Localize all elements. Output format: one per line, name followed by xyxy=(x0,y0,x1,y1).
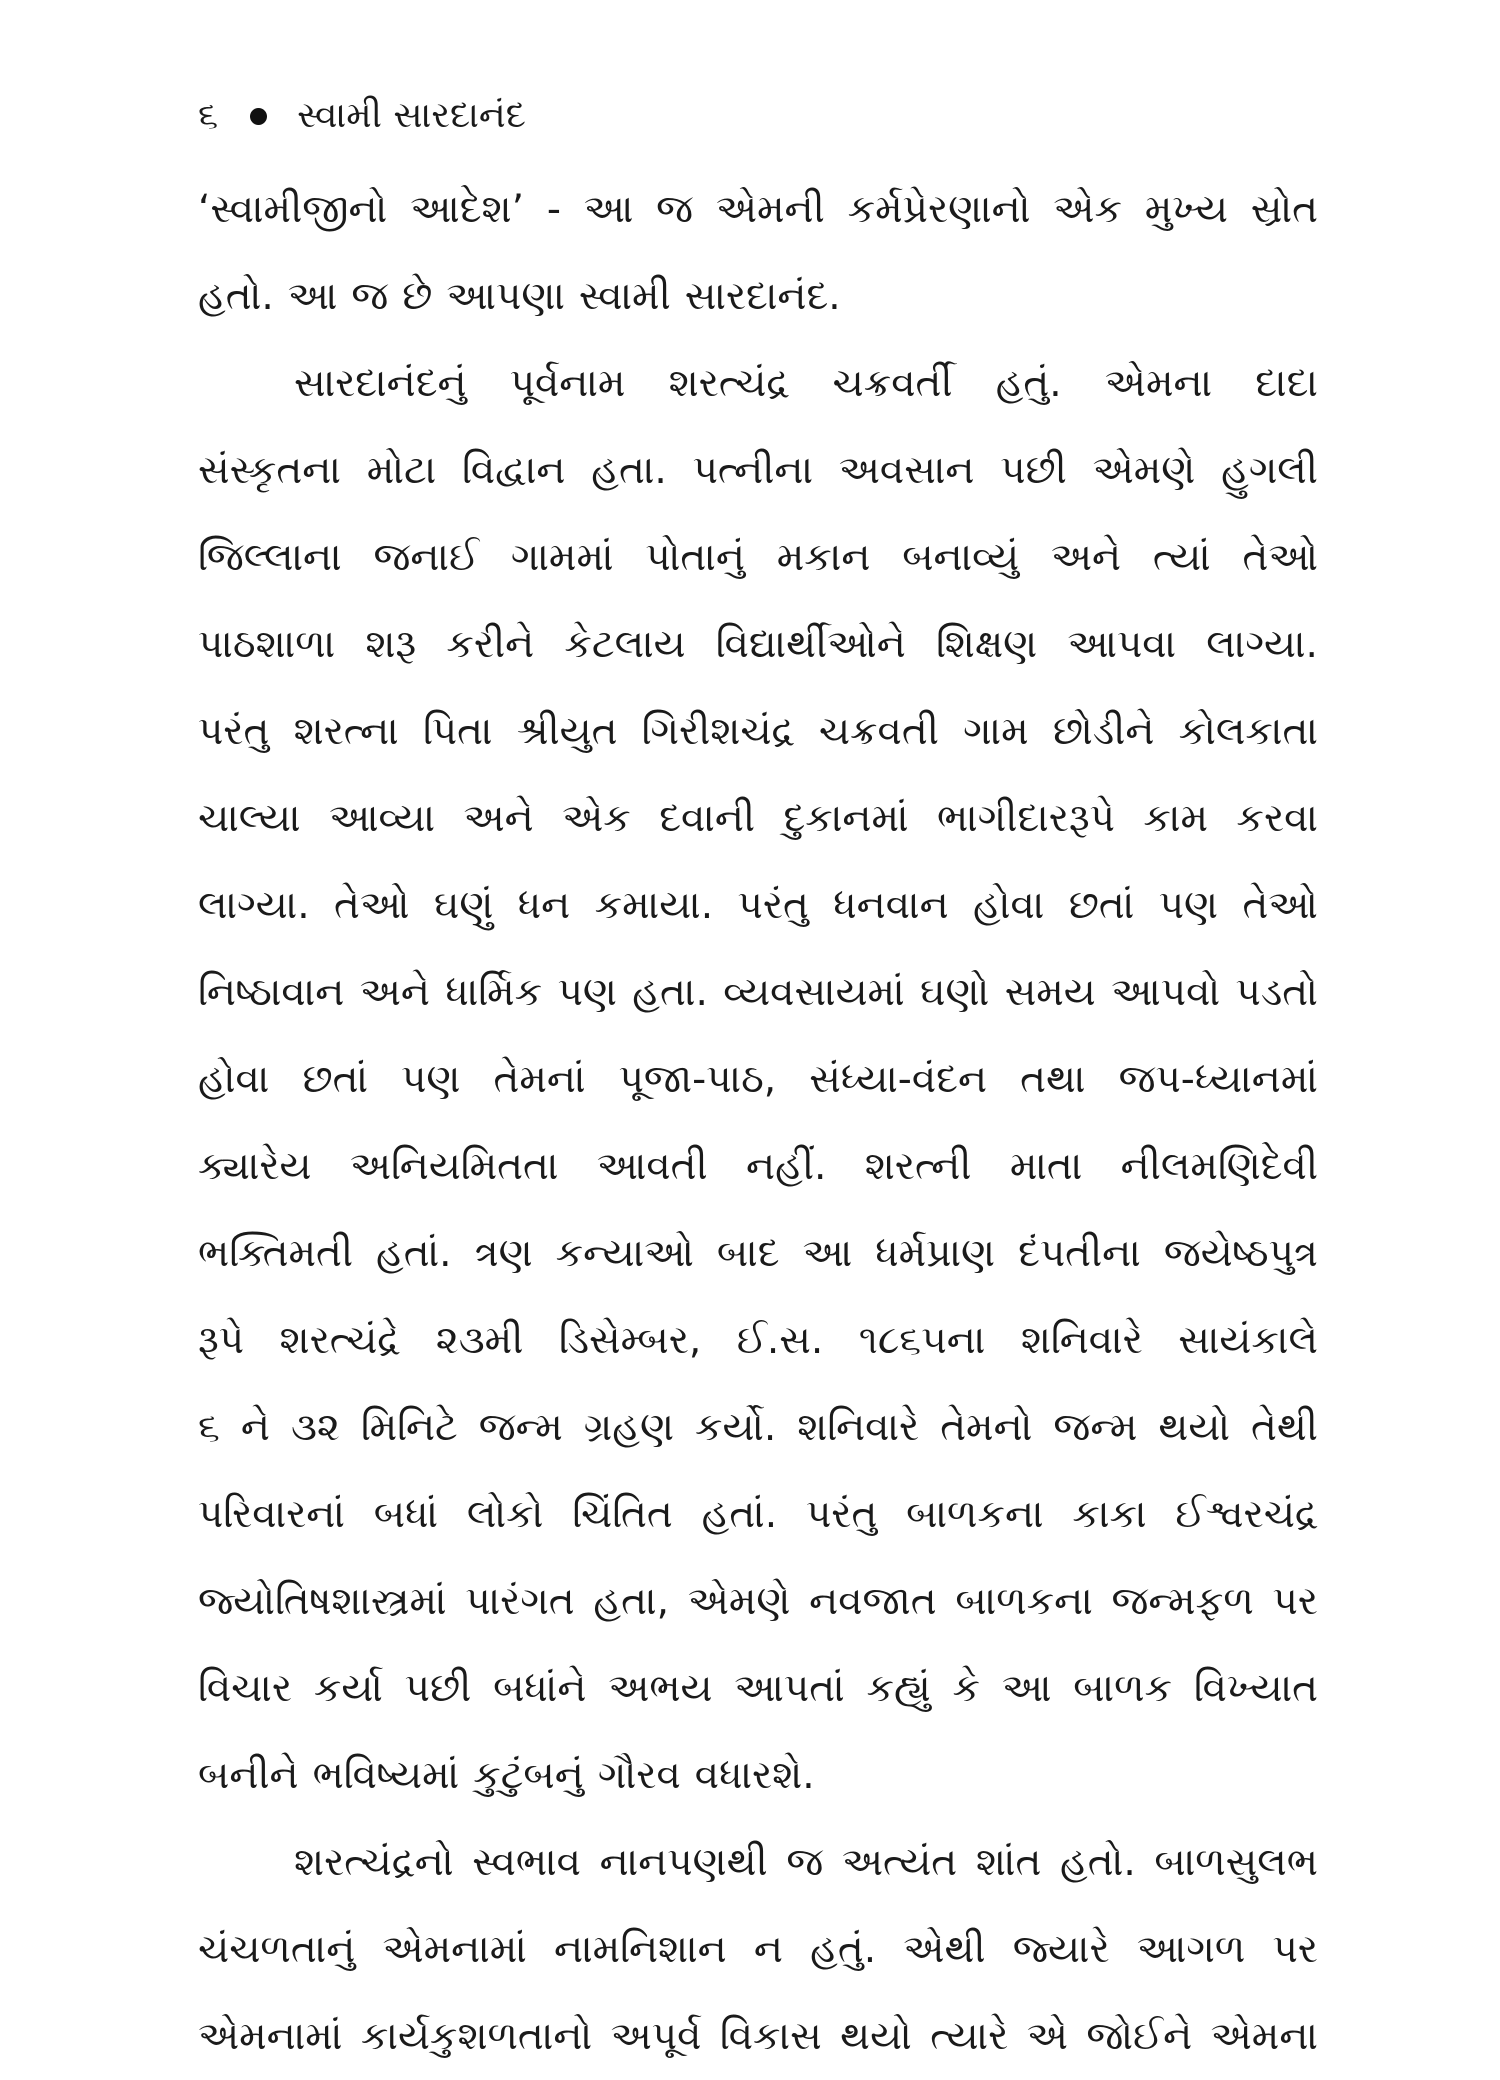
text-line: જિલ્લાના જનાઈ ગામમાં પોતાનું મકાન બનાવ્યું અને ત્યાં તેઓ xyxy=(198,535,1318,580)
text-line: એમનામાં કાર્યકુશળતાનો અપૂર્વ વિકાસ થયો ત્યારે એ જોઈને એમના xyxy=(198,2014,1318,2059)
text-line: બનીને ભવિષ્યમાં કુટુંબનું ગૌરવ વધારશે. xyxy=(198,1753,815,1798)
bullet-icon xyxy=(250,108,267,125)
text-line: રૂપે શરત્ચંદ્રે ૨૩મી ડિસેમ્બર, ઈ.સ. ૧૮૬૫ના શનિવારે સાયંકાલે xyxy=(198,1318,1318,1363)
text-line: સારદાનંદનું પૂર્વનામ શરત્ચંદ્ર ચક્રવર્તી હતું. એમના દાદા xyxy=(294,361,1318,406)
text-line: નિષ્ઠાવાન અને ધાર્મિક પણ હતા. વ્યવસાયમાં ઘણો સમય આપવો પડતો xyxy=(198,970,1318,1015)
text-line: પરંતુ શરત્ના પિતા શ્રીયુત ગિરીશચંદ્ર ચક્રવતી ગામ છોડીને કોલકાતા xyxy=(198,709,1318,754)
text-line: ભક્તિમતી હતાં. ત્રણ કન્યાઓ બાદ આ ધર્મપ્રાણ દંપતીના જયેષ્ઠપુત્ર xyxy=(198,1231,1318,1276)
text-line: લાગ્યા. તેઓ ઘણું ધન કમાયા. પરંતુ ધનવાન હોવા છતાં પણ તેઓ xyxy=(198,883,1318,928)
running-title: સ્વામી સારદાનંદ xyxy=(297,95,526,136)
text-line: ચાલ્યા આવ્યા અને એક દવાની દુકાનમાં ભાગીદારરૂપે કામ કરવા xyxy=(198,796,1318,841)
running-head xyxy=(198,86,526,146)
page-number: ૬ xyxy=(198,95,219,136)
text-line: જ્યોતિષશાસ્ત્રમાં પારંગત હતા, એમણે નવજાત બાળકના જન્મફળ પર xyxy=(198,1579,1318,1624)
body-text xyxy=(198,166,1318,2080)
text-line: ‘સ્વામીજીનો આદેશ’ - આ જ એમની કર્મપ્રેરણાનો એક મુખ્ય સ્રોત xyxy=(198,187,1318,232)
text-line: શરત્ચંદ્રનો સ્વભાવ નાનપણથી જ અત્યંત શાંત હતો. બાળસુલભ xyxy=(294,1840,1318,1885)
text-line: ચંચળતાનું એમનામાં નામનિશાન ન હતું. એથી જ્યારે આગળ પર xyxy=(198,1927,1318,1972)
text-line: પરિવારનાં બધાં લોકો ચિંતિત હતાં. પરંતુ બાળકના કાકા ઈશ્વરચંદ્ર xyxy=(198,1492,1318,1537)
text-line: ૬ ને ૩૨ મિનિટે જન્મ ગ્રહણ કર્યો. શનિવારે તેમનો જન્મ થયો તેથી xyxy=(198,1405,1318,1450)
text-line: હતો. આ જ છે આપણા સ્વામી સારદાનંદ. xyxy=(198,274,841,319)
text-line: હોવા છતાં પણ તેમનાં પૂજા-પાઠ, સંધ્યા-વંદન તથા જપ-ધ્યાનમાં xyxy=(198,1057,1318,1102)
text-line: ક્યારેય અનિયમિતતા આવતી નહીં. શરત્ની માતા નીલમણિદેવી xyxy=(198,1144,1318,1189)
text-line: વિચાર કર્યા પછી બધાંને અભય આપતાં કહ્યું કે આ બાળક વિખ્યાત xyxy=(198,1666,1318,1711)
text-line: પાઠશાળા શરૂ કરીને કેટલાય વિદ્યાર્થીઓને શિક્ષણ આપવા લાગ્યા. xyxy=(198,622,1318,667)
text-line: સંસ્કૃતના મોટા વિદ્વાન હતા. પત્નીના અવસાન પછી એમણે હુગલી xyxy=(198,448,1318,493)
